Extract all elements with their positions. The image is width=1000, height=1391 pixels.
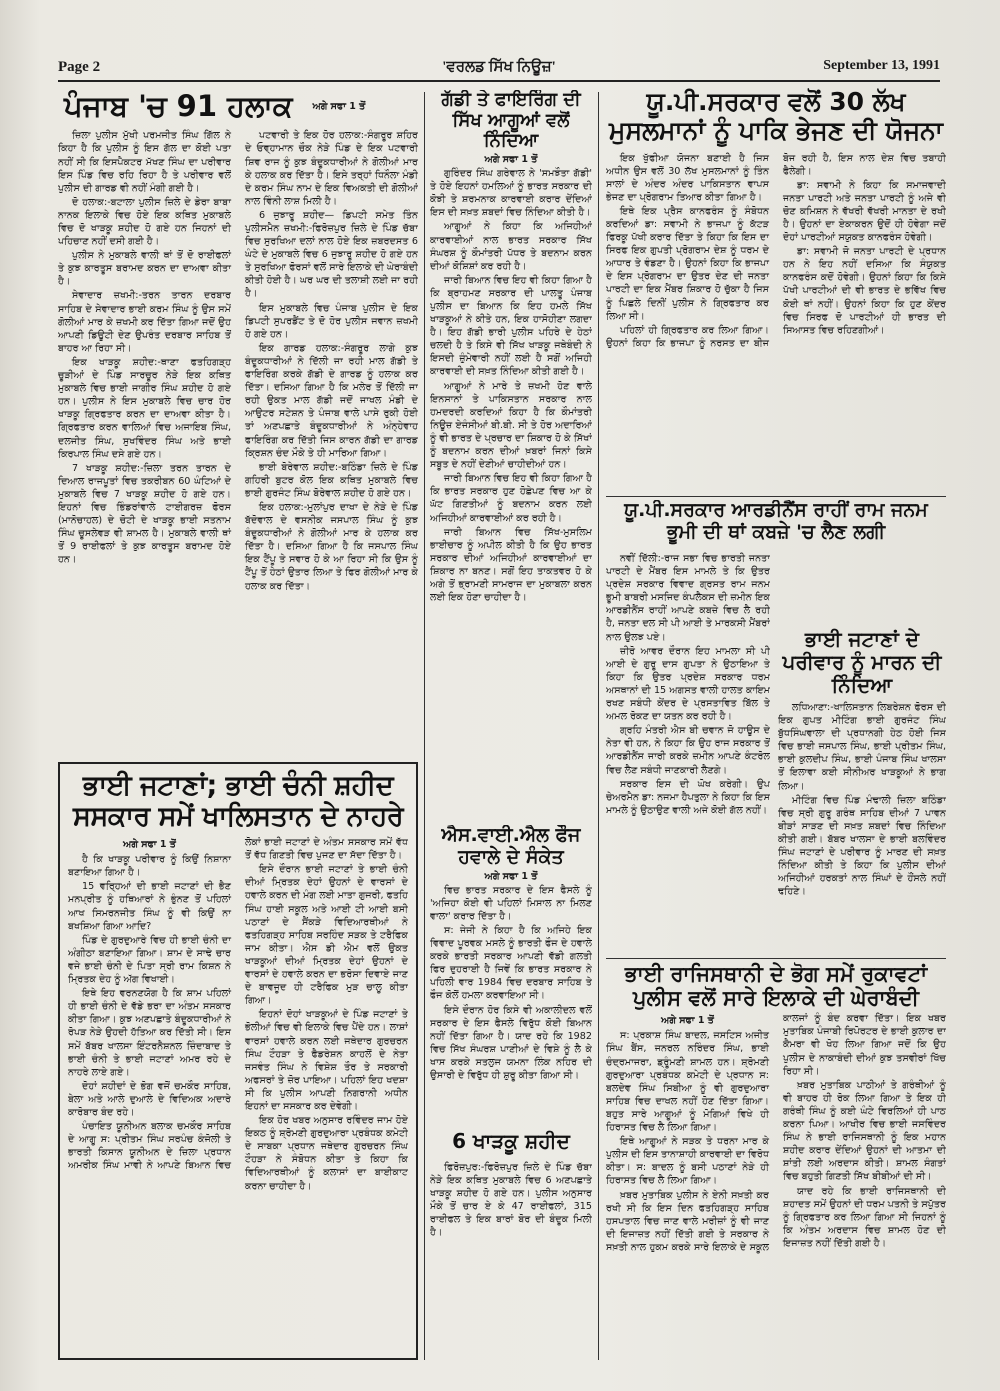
paragraph: ਲਧਿਆਣਾ:-ਖਾਲਿਸਤਾਨ ਲਿਬਰੇਸ਼ਨ ਫੋਰਸ ਦੀ ਇਕ ਗੁਪਤ ਮੀਟਿੰਗ ਭਾਈ ਗੁਰਜੰਟ ਸਿੰਘ ਬੁੱਧਸਿੰਘਵਾਲਾ ਦੀ ਪ੍ਰਧਾਨਗੀ ਹੇਠ ਹੋਈ ਜਿਸ ਵਿਚ ਭਾਈ ਜਸਪਾਲ ਸਿੰਘ, ਭਾਈ ਪ੍ਰੀਤਮ ਸਿੰਘ, ਭਾਈ ਕੁਲਦੀਪ ਸਿੰਘ, ਭਾਈ ਪੰਜਾਬ ਸਿੰਘ ਖਾਲਸਾ ਤੋਂ ਇਲਾਵਾ ਕਈ ਸੀਨੀਅਰ ਖਾੜਕੂਆਂ ਨੇ ਭਾਗ ਲਿਆ।: [778, 702, 946, 792]
paragraph: 7 ਖਾੜਕੂ ਸ਼ਹੀਦ:-ਜ਼ਿਲਾ ਤਰਨ ਤਾਰਨ ਦੇ ਦਿਆਲ ਰਾਜਪੂਤਾਂ ਵਿਚ ਤਕਰੀਬਨ 60 ਘੰਟਿਆਂ ਦੇ ਮੁਕਾਬਲੇ ਵਿਚ 7 ਖਾੜਕੂ ਸ਼ਹੀਦ ਹੋ ਗਏ ਹਨ। ਇਹਨਾਂ ਵਿਚ ਭਿੰਡਰਾਂਵਾਲੇ ਟਾਈਗਰਜ਼ ਫੋਰਸ (ਮਾਨੋਚਾਹਲ) ਦੇ ਚੋਟੀ ਦੇ ਖਾੜਕੂ ਭਾਈ ਸਤਨਾਮ ਸਿੰਘ ਚੂਸਲੇਵੜ ਵੀ ਸ਼ਾਮਲ ਹੈ। ਮੁਕਾਬਲੇ ਵਾਲੀ ਥਾਂ ਤੋਂ 9 ਰਾਈਫਲਾਂ ਤੇ ਕੁਝ ਕਾਰਤੂਸ ਬਰਾਮਦ ਹੋਏ ਹਨ।: [58, 462, 231, 566]
paragraph: ਇਸੇ ਦੌਰਾਨ ਭਾਈ ਜਟਾਣਾਂ ਤੇ ਭਾਈ ਚੰਨੀ ਦੀਆਂ ਮ੍ਰਿਤਕ ਦੇਹਾਂ ਉਹਨਾਂ ਦੇ ਵਾਰਸਾਂ ਦੇ ਹਵਾਲੇ ਕਰਨ ਦੀ ਮੰਗ ਲਈ ਮਾਤਾ ਗੁਜਰੀ, ਫਤਹਿ ਸਿੰਘ ਹਾਈ ਸਕੂਲ ਅਤੇ ਆਈ ਟੀ ਆਈ ਬਸੀ ਪਠਾਣਾਂ ਦੇ ਸੈਂਕੜੇ ਵਿਦਿਆਰਥੀਆਂ ਨੇ ਫਤਹਿਗੜ੍ਹ ਸਾਹਿਬ ਸਰਹਿੰਦ ਸੜਕ ਤੇ ਟਰੈਫਿਕ ਜਾਮ ਕੀਤਾ। ਐਸ ਡੀ ਐਮ ਵਲੋਂ ਉਕਤ ਖਾੜਕੂਆਂ ਦੀਆਂ ਮ੍ਰਿਤਕ ਦੇਹਾਂ ਉਹਨਾਂ ਦੇ ਵਾਰਸਾਂ ਦੇ ਹਵਾਲੇ ਕਰਨ ਦਾ ਭਰੋਸਾ ਦਿਵਾਏ ਜਾਣ ਦੇ ਬਾਵਜੂਦ ਹੀ ਟਰੈਫਿਕ ਮੁੜ ਚਾਲੂ ਕੀਤਾ ਗਿਆ।: [245, 864, 408, 1007]
paragraph: ਸ: ਪ੍ਰਕਾਸ਼ ਸਿੰਘ ਬਾਦਲ, ਜਸਟਿਸ ਅਜੀਤ ਸਿੰਘ ਬੈਂਸ, ਜਨਰਲ ਨਰਿੰਦਰ ਸਿੰਘ, ਭਾਈ ਚੰਦ੍ਰਮਾਜਰਾ, ਡ੍ਰੂੰਮਣੀ ਸ਼ਾਮਲ ਹਨ। ਸ਼੍ਰੋਮਣੀ ਗੁਰਦੁਆਰਾ ਪ੍ਰਬੰਧਕ ਕਮੇਟੀ ਦੇ ਪ੍ਰਧਾਨ ਸ: ਬਲਦੇਵ ਸਿੰਘ ਸਿਬੀਆ ਨੂੰ ਵੀ ਗੁਰਦੁਆਰਾ ਸਾਹਿਬ ਵਿਚ ਦਾਖਲ ਨਹੀਂ ਹੋਣ ਦਿੱਤਾ ਗਿਆ। ਬਹੁਤ ਸਾਰੇ ਆਗੂਆਂ ਨੂੰ ਮੋਗਿਆਂ ਵਿਖੇ ਹੀ ਹਿਰਾਸਤ ਵਿਚ ਲੈ ਲਿਆ ਗਿਆ।: [606, 1030, 769, 1134]
paragraph: ਦੋਹਾਂ ਸ਼ਹੀਦਾਂ ਦੇ ਭੋਗ ਵਜੋਂ ਚਮਕੌਰ ਸਾਹਿਬ, ਬੇਲਾ ਅਤੇ ਆਲੇ ਦੁਆਲੇ ਦੇ ਵਿਦਿਅਕ ਅਦਾਰੇ ਕਾਰੋਬਾਰ ਬੰਦ ਰਹੇ।: [68, 1080, 231, 1118]
article-body: [606, 152, 946, 482]
paragraph: ਇਹਨਾਂ ਦੋਹਾਂ ਖਾੜਕੂਆਂ ਦੇ ਪਿੰਡ ਜਟਾਣਾਂ ਤੇ ਭੋਲੀਆਂ ਵਿਚ ਵੀ ਇਲਾਕੇ ਵਿਚ ਪੈਂਦੇ ਹਨ। ਲਾਸ਼ਾਂ ਵਾਰਸਾਂ ਹਵਾਲੇ ਕਰਨ ਲਈ ਜਥੇਦਾਰ ਗੁਰਚਰਨ ਸਿੰਘ ਟੌਹੜਾ ਤੇ ਫੈਡਰੇਸ਼ਨ ਕਾਹਲੋਂ ਦੇ ਨੇਤਾ ਜਸਵੰਤ ਸਿੰਘ ਨੇ ਵਿਸ਼ੇਸ਼ ਤੌਰ ਤੇ ਸਰਕਾਰੀ ਅਫਸਰਾਂ ਤੇ ਜ਼ੋਰ ਪਾਇਆ। ਪਹਿਲਾਂ ਇਹ ਖਦਸ਼ਾ ਸੀ ਕਿ ਪੁਲੀਸ ਆਪਣੀ ਨਿਗਰਾਨੀ ਅਧੀਨ ਇਹਨਾਂ ਦਾ ਸਸਕਾਰ ਕਰ ਦੇਵੇਗੀ।: [245, 1009, 408, 1112]
paragraph: ਵਿਚ ਭਾਰਤ ਸਰਕਾਰ ਦੇ ਇਸ ਫੈਸਲੇ ਨੂੰ 'ਅਜਿਹਾ ਕੋਈ ਵੀ ਪਹਿਲਾਂ ਮਿਸਾਲ ਨਾ ਮਿਲਣ ਵਾਲਾ' ਕਰਾਰ ਦਿੱਤਾ ਹੈ।: [430, 884, 592, 922]
page-header: [58, 52, 940, 82]
headline: ਯੂ.ਪੀ.ਸਰਕਾਰ ਵਲੋਂ 30 ਲੱਖ ਮੁਸਲਮਾਨਾਂ ਨੂੰ ਪਾਕਿ ਭੇਜਣ ਦੀ ਯੋਜਨਾ: [609, 88, 943, 145]
continued-note: ਅਗੇ ਸਫਾ 1 ਤੋਂ: [484, 870, 538, 882]
paragraph: ਇਕ ਹਲਾਕ:-ਮੁਲਾਂਪੁਰ ਦਾਖਾ ਦੇ ਨੇੜੇ ਦੇ ਪਿੰਡ ਬੱਦੋਵਾਲ ਦੇ ਵਸਨੀਕ ਜਸਪਾਲ ਸਿੰਘ ਨੂੰ ਕੁਝ ਬੰਦੂਕਧਾਰੀਆਂ ਨੇ ਗੋਲੀਆਂ ਮਾਰ ਕੇ ਹਲਾਕ ਕਰ ਦਿੱਤਾ ਹੈ। ਦਸਿਆ ਗਿਆ ਹੈ ਕਿ ਜਸਪਾਲ ਸਿੰਘ ਇਕ ਟੈਂਪੂ ਤੇ ਸਵਾਰ ਹੋ ਕੇ ਆ ਰਿਹਾ ਸੀ ਕਿ ਉਸ ਨੂੰ ਟੈਂਪੂ ਤੋਂ ਹੇਠਾਂ ਉਤਾਰ ਲਿਆ ਤੇ ਫਿਰ ਗੋਲੀਆਂ ਮਾਰ ਕੇ ਹਲਾਕ ਕਰ ਦਿੱਤਾ।: [245, 501, 418, 592]
paragraph: ਫਿਰੋਜ਼ਪੁਰ:-ਫਿਰੋਜ਼ਪੁਰ ਜ਼ਿਲੇ ਦੇ ਪਿੰਡ ਚੱਬਾ ਨੇੜੇ ਇਕ ਕਥਿਤ ਮੁਕਾਬਲੇ ਵਿਚ 6 ਅਣਪਛਾਤੇ ਖਾੜਕੂ ਸ਼ਹੀਦ ਹੋ ਗਏ ਹਨ। ਪੁਲੀਸ ਅਨੁਸਾਰ ਮੌਕੇ ਤੋਂ ਚਾਰ ਏ ਕੇ 47 ਰਾਈਫਲਾਂ, 315 ਰਾਈਫਲ ਤੇ ਇਕ ਬਾਰਾਂ ਬੋਰ ਦੀ ਬੰਦੂਕ ਮਿਲੀ ਹੈ।: [430, 1162, 592, 1239]
article-syl-army: [430, 825, 592, 1125]
article-body: [778, 701, 946, 941]
paragraph: ਜਾਰੀ ਬਿਆਨ ਵਿਚ ਸਿੱਖ-ਮੁਸਲਿਮ ਭਾਈਚਾਰ ਨੂੰ ਅਪੀਲ ਕੀਤੀ ਹੈ ਕਿ ਉਹ ਭਾਰਤ ਸਰਕਾਰ ਦੀਆਂ ਅਜਿਹੀਆਂ ਕਾਰਵਾਈਆਂ ਦਾ ਸ਼ਿਕਾਰ ਨਾ ਬਨਣ। ਸਗੋਂ ਇਹ ਤਾਕਤਵਰ ਹੋ ਕੇ ਅਗੇ ਤੋਂ ਭ੍ਰਾਮਣੀ ਸਾਮਰਾਜ ਦਾ ਮੁਕਾਬਲਾ ਕਰਨ ਲਈ ਇਕ ਹੋਣਾ ਚਾਹੀਦਾ ਹੈ।: [430, 526, 592, 604]
headline: ਐਸ.ਵਾਈ.ਐਲ ਫੌਜ ਹਵਾਲੇ ਦੇ ਸੰਕੇਤ: [441, 825, 581, 868]
article-train-firing-condemned: [430, 90, 592, 818]
paragraph: ਜ਼ਿਲਾ ਪੁਲੀਸ ਮੁੱਖੀ ਪਰਮਜੀਤ ਸਿੰਘ ਗਿੱਲ ਨੇ ਕਿਹਾ ਹੈ ਕਿ ਪੁਲੀਸ ਨੂੰ ਇਸ ਗੱਲ ਦਾ ਕੋਈ ਪਤਾ ਨਹੀਂ ਸੀ ਕਿ ਇਸਪੈਕਟਰ ਮੱਖਣ ਸਿੰਘ ਦਾ ਪਰੀਵਾਰ ਇਸ ਪਿੰਡ ਵਿਚ ਰਹਿ ਰਿਹਾ ਹੈ ਤੇ ਪਰੀਵਾਰ ਵਲੋਂ ਪੁਲੀਸ ਦੀ ਗਾਰਡ ਵੀ ਨਹੀਂ ਮੰਗੀ ਗਈ ਹੈ।: [58, 130, 231, 194]
article-ram-janambhoomi-body: [606, 552, 770, 952]
headline: ਯੂ.ਪੀ.ਸਰਕਾਰ ਆਰਡੀਨੈਂਸ ਰਾਹੀਂ ਰਾਮ ਜਨਮ ਭੂਮੀ ਦੀ ਥਾਂ ਕਬਜ਼ੇ 'ਚ ਲੈਣ ਲਗੀ: [624, 500, 928, 543]
divider: [606, 496, 946, 497]
divider: [606, 958, 946, 959]
article-ram-janambhoomi-headline: [606, 500, 946, 546]
paragraph: ਇਥੇ ਇਹ ਵਰਨਣਯੋਗ ਹੈ ਕਿ ਸ਼ਾਮ ਪਹਿਲਾਂ ਹੀ ਭਾਈ ਚੰਨੀ ਦੇ ਵੱਡੇ ਭਰਾ ਦਾ ਅੰਤਮ ਸਸਕਾਰ ਕੀਤਾ ਗਿਆ। ਕੁਝ ਅਣਪਛਾਤੇ ਬੰਦੂਕਧਾਰੀਆਂ ਨੇ ਰੋਪੜ ਨੇੜੇ ਉਹਦੀ ਹੱਤਿਆ ਕਰ ਦਿੱਤੀ ਸੀ। ਇਸ ਸਮੇਂ ਬੱਬਰ ਖਾਲਸਾ ਇੰਟਰਨੈਸ਼ਨਲ ਜ਼ਿੰਦਾਬਾਦ ਤੇ ਭਾਈ ਚੰਨੀ ਤੇ ਭਾਈ ਜਟਾਣਾਂ ਅਮਰ ਰਹੇ ਦੇ ਨਾਹਰੇ ਲਾਏ ਗਏ।: [68, 988, 231, 1078]
article-body: [58, 129, 418, 747]
headline: ਭਾਈ ਜਟਾਣਾਂ; ਭਾਈ ਚੰਨੀ ਸ਼ਹੀਦ ਸਸਕਾਰ ਸਮੇਂ ਖਾਲਿਸਤਾਨ ਦੇ ਨਾਹਰੇ: [72, 770, 404, 833]
column-divider: [424, 92, 425, 1360]
article-body: [68, 836, 408, 1336]
paragraph: ਪੁਲੀਸ ਨੇ ਮੁਕਾਬਲੇ ਵਾਲੀ ਥਾਂ ਤੋਂ ਦੋ ਰਾਈਫਲਾਂ ਤੇ ਕੁਝ ਕਾਰਤੂਸ ਬਰਾਮਦ ਕਰਨ ਦਾ ਦਾਅਵਾ ਕੀਤਾ ਹੈ।: [58, 250, 231, 288]
paragraph: ਸੇਵਾਦਾਰ ਜ਼ਖਮੀ:-ਤਰਨ ਤਾਰਨ ਦਰਬਾਰ ਸਾਹਿਬ ਦੇ ਸੇਵਾਦਾਰ ਭਾਈ ਕਰਮ ਸਿੰਘ ਨੂੰ ਉਸ ਸਮੇਂ ਗੋਲੀਆਂ ਮਾਰ ਕੇ ਜ਼ਖਮੀ ਕਰ ਦਿੱਤਾ ਗਿਆ ਜਦੋਂ ਉਹ ਆਪਣੀ ਡਿਊਟੀ ਦੇਣ ਉਪਰੰਤ ਦਰਬਾਰ ਸਾਹਿਬ ਤੋਂ ਬਾਹਰ ਆ ਰਿਹਾ ਸੀ।: [58, 290, 231, 354]
paragraph: ਇਕ ਖਾੜਕੂ ਸ਼ਹੀਦ:-ਥਾਣਾ ਫਤਹਿਗੜ੍ਹ ਚੂੜੀਆਂ ਦੇ ਪਿੰਡ ਸਾਰਚੂਰ ਨੇੜੇ ਇਕ ਕਥਿਤ ਮੁਕਾਬਲੇ ਵਿਚ ਭਾਈ ਜਾਗੀਰ ਸਿੰਘ ਸ਼ਹੀਦ ਹੋ ਗਏ ਹਨ। ਪੁਲੀਸ ਨੇ ਇਸ ਮੁਕਾਬਲੇ ਵਿਚ ਚਾਰ ਹੋਰ ਖਾੜਕੂ ਗ੍ਰਿਫਤਾਰ ਕਰਨ ਦਾ ਦਾਅਵਾ ਕੀਤਾ ਹੈ। ਗ੍ਰਿਫਤਾਰ ਕਰਨ ਵਾਲਿਆਂ ਵਿਚ ਅਜਾਇਬ ਸਿੰਘ, ਦਲਜੀਤ ਸਿੰਘ, ਸੁਖਵਿੰਦਰ ਸਿੰਘ ਅਤੇ ਭਾਈ ਕਿਰਪਾਲ ਸਿੰਘ ਦਸੇ ਗਏ ਹਨ।: [58, 356, 231, 460]
headline: 6 ਖਾੜਕੂ ਸ਼ਹੀਦ: [452, 1130, 570, 1153]
headline: ਭਾਈ ਰਾਜਿਸਥਾਨੀ ਦੇ ਭੋਗ ਸਮੇਂ ਰੁਕਾਵਟਾਂ ਪੁਲੀਸ ਵਲੋਂ ਸਾਰੇ ਇਲਾਕੇ ਦੀ ਘੇਰਾਬੰਦੀ: [624, 962, 928, 1011]
continued-note: ਅਗੇ ਸਫਾ 1 ਤੋਂ: [312, 101, 366, 113]
paragraph: ਮੀਟਿੰਗ ਵਿਚ ਪਿੰਡ ਮੰਢਾਲੀ ਜ਼ਿਲਾ ਬਠਿੰਡਾ ਵਿਚ ਸ੍ਰੀ ਗੁਰੂ ਗਰੰਥ ਸਾਹਿਬ ਦੀਆਂ 7 ਪਾਵਨ ਬੀੜਾਂ ਸਾੜਣ ਦੀ ਸਖ਼ਤ ਸ਼ਬਦਾਂ ਵਿਚ ਨਿੰਦਿਆ ਕੀਤੀ ਗਈ। ਬੱਬਰ ਖਾਲਸਾ ਦੇ ਭਾਈ ਬਲਵਿੰਦਰ ਸਿੰਘ ਜਟਾਣਾਂ ਦੇ ਪਰੀਵਾਰ ਨੂੰ ਮਾਰਣ ਦੀ ਸਖ਼ਤ ਨਿੰਦਿਆ ਕੀਤੀ ਤੇ ਕਿਹਾ ਕਿ ਪੁਲੀਸ ਦੀਆਂ ਅਜਿਹੀਆਂ ਹਰਕਤਾਂ ਨਾਲ ਸਿੰਘਾਂ ਦੇ ਹੌਂਸਲੇ ਨਹੀਂ ਢਹਿਣੇ।: [778, 794, 946, 898]
paragraph: ਖ਼ਬਰ ਮੁਤਾਬਿਕ ਪੁਲੀਸ ਨੇ ਏਨੀ ਸਖ਼ਤੀ ਕਰ ਰਖੀ ਸੀ ਕਿ ਇਸ ਦਿਨ ਫਤਹਿਗੜ੍ਹ ਸਾਹਿਬ ਹਸਪਤਾਲ ਵਿਚ ਜਾਣ ਵਾਲੇ ਮਰੀਜ਼ਾਂ ਨੂੰ ਵੀ ਜਾਣ ਦੀ ਇਜਾਜ਼ਤ ਨਹੀਂ ਦਿੱਤੀ ਗਈ ਤੇ ਸਰਕਾਰ ਨੇ ਸਖ਼ਤੀ ਨਾਲ ਹੁਕਮ ਕਰਕੇ ਸਾਰੇ ਇਲਾਕੇ ਦੇ ਸਕੂਲ ਕਾਲਜਾਂ ਨੂੰ ਬੰਦ ਕਰਵਾ ਦਿੱਤਾ। ਇਕ ਖਬਰ ਮੁਤਾਬਿਕ ਪੰਜਾਬੀ ਰਿਪੋਰਟਰ ਦੇ ਭਾਈ ਕੁਲਾਰ ਦਾ ਕੈਮਰਾ ਵੀ ਖੋਹ ਲਿਆ ਗਿਆ ਜਦੋਂ ਕਿ ਉਹ ਪੁਲੀਸ ਦੇ ਨਾਕਾਬੰਦੀ ਦੀਆਂ ਕੁਝ ਤਸਵੀਰਾਂ ਖਿੱਚ ਰਿਹਾ ਸੀ।: [606, 1013, 946, 1253]
paragraph: ਆਗੂਆਂ ਨੇ ਕਿਹਾ ਕਿ ਅਜਿਹੀਆਂ ਕਾਰਵਾਈਆਂ ਨਾਲ ਭਾਰਤ ਸਰਕਾਰ ਸਿੱਖ ਸੰਘਰਸ਼ ਨੂੰ ਕੌਮਾਂਤਰੀ ਪੱਧਰ ਤੇ ਬਦਨਾਮ ਕਰਨ ਦੀਆਂ ਕੋਸ਼ਿਸ਼ਾਂ ਕਰ ਰਹੀ ਹੈ।: [430, 221, 592, 272]
article-jatana-channi-box: [58, 762, 418, 1360]
paragraph: ਇਕ ਗਾਰਡ ਹਲਾਕ:-ਸੰਗਰੂਰ ਲਾਗੇ ਕੁਝ ਬੰਦੂਕਧਾਰੀਆਂ ਨੇ ਦਿੱਲੀ ਜਾ ਰਹੀ ਮਾਲ ਗੱਡੀ ਤੇ ਫਾਇਰਿੰਗ ਕਰਕੇ ਗੱਡੀ ਦੇ ਗਾਰਡ ਨੂੰ ਹਲਾਕ ਕਰ ਦਿੱਤਾ। ਦਸਿਆ ਗਿਆ ਹੈ ਕਿ ਮਲੇਰ ਤੋਂ ਦਿੱਲੀ ਜਾ ਰਹੀ ਉਕਤ ਮਾਲ ਗੱਡੀ ਜਦੋਂ ਜਾਖਲ ਮੰਡੀ ਦੇ ਆਉਟਰ ਸਟੇਸ਼ਨ ਤੇ ਪੰਜਾਬ ਵਾਲੇ ਪਾਸੇ ਰੁਕੀ ਹੋਈ ਤਾਂ ਅਣਪਛਾਤੇ ਬੰਦੂਕਧਾਰੀਆਂ ਨੇ ਅੰਨ੍ਹੇਵਾਹ ਫਾਇਰਿੰਗ ਕਰ ਦਿੱਤੀ ਜਿਸ ਕਾਰਨ ਗੱਡੀ ਦਾ ਗਾਰਡ ਕ੍ਰਿਸ਼ਨ ਚੰਦ ਮੌਕੇ ਤੇ ਹੀ ਮਾਰਿਆ ਗਿਆ।: [245, 342, 418, 459]
paragraph: ਖ਼ਬਰ ਮੁਤਾਬਿਕ ਪਾਠੀਆਂ ਤੇ ਗਰੰਥੀਆਂ ਨੂੰ ਵੀ ਬਾਹਰ ਹੀ ਰੋਕ ਲਿਆ ਗਿਆ ਤੇ ਇਕ ਹੀ ਗਰੰਥੀ ਸਿੰਘ ਨੂੰ ਕਈ ਘੰਟੇ ਵਿਰਲਿਆਂ ਹੀ ਪਾਠ ਕਰਨਾ ਪਿਆ। ਆਖੀਰ ਵਿਚ ਭਾਈ ਜਸਵਿੰਦਰ ਸਿੰਘ ਨੇ ਭਾਈ ਰਾਜਿਸਥਾਨੀ ਨੂੰ ਇਕ ਮਹਾਨ ਸ਼ਹੀਦ ਕਰਾਰ ਦੇਂਦਿਆਂ ਉਹਨਾਂ ਦੀ ਆਤਮਾ ਦੀ ਸ਼ਾਂਤੀ ਲਈ ਅਰਦਾਸ ਕੀਤੀ। ਸ਼ਾਮਲ ਸੰਗਤਾਂ ਵਿਚ ਬਹੁਤੀ ਗਿਣਤੀ ਸਿੱਖ ਬੀਬੀਆਂ ਦੀ ਸੀ।: [783, 1079, 946, 1183]
paragraph: ਜਾਰੀ ਬਿਆਨ ਵਿਚ ਇਹ ਵੀ ਕਿਹਾ ਗਿਆ ਹੈ ਕਿ ਬ੍ਰਾਹਮਣ ਸਰਕਾਰ ਦੀ ਪਾਲਤੂ ਪੰਜਾਬ ਪੁਲੀਸ ਦਾ ਬਿਆਨ ਕਿ ਇਹ ਹਮਲੇ ਸਿੱਖ ਖਾੜਕੂਆਂ ਨੇ ਕੀਤੇ ਹਨ, ਇਕ ਹਾਸੋਹੀਣਾ ਲਗਦਾ ਹੈ। ਇਹ ਗੱਡੀ ਭਾਰੀ ਪੁਲੀਸ ਪਹਿਰੇ ਦੇ ਹੇਠਾਂ ਚਲਦੀ ਹੈ ਤੇ ਕਿਸੇ ਵੀ ਸਿੱਖ ਖਾੜਕੂ ਜਥੇਬੰਦੀ ਨੇ ਇਸਦੀ ਜ਼ੁੰਮੇਵਾਰੀ ਨਹੀਂ ਲਈ ਹੈ ਸਗੋਂ ਅਜਿਹੀ ਕਾਰਵਾਈ ਦੀ ਸਖ਼ਤ ਨਿੰਦਿਆ ਕੀਤੀ ਗਈ ਹੈ।: [430, 274, 592, 378]
paragraph: ਪੰਚਾਇਤ ਯੂਨੀਅਨ ਬਲਾਕ ਚਮਕੌਰ ਸਾਹਿਬ ਦੇ ਆਗੂ ਸ: ਪ੍ਰੀਤਮ ਸਿੰਘ ਸਰਪੰਚ ਕੰਜੋਲੀ ਤੇ ਭਾਰਤੀ ਕਿਸਾਨ ਯੂਨੀਅਨ ਦੇ ਜ਼ਿਲਾ ਪ੍ਰਧਾਨ ਅਮਰੀਕ ਸਿੰਘ ਮਾਵੀ ਨੇ ਆਪਣੇ ਬਿਆਨ ਵਿਚ ਲੋਕਾਂ ਭਾਈ ਜਟਾਣਾਂ ਦੇ ਅੰਤਮ ਸਸਕਾਰ ਸਮੇਂ ਵੱਧ ਤੋਂ ਵੱਧ ਗਿਣਤੀ ਵਿਚ ਪੁਜਣ ਦਾ ਸੱਦਾ ਦਿੱਤਾ ਹੈ।: [68, 837, 408, 1172]
paragraph: 15 ਵਰ੍ਹਿਆਂ ਦੀ ਭਾਈ ਜਟਾਣਾਂ ਦੀ ਭੈਣ ਮਨਪ੍ਰੀਤ ਨੂੰ ਹਥਿਆਰਾਂ ਨੇ ਭੁੰਨਣ ਤੋਂ ਪਹਿਲਾਂ ਆਖ ਸਿਮਰਨਜੀਤ ਸਿੰਘ ਨੂੰ ਵੀ ਕਿਉਂ ਨਾ ਬਖਸ਼ਿਆ ਗਿਆ ਆਦਿ?: [68, 881, 231, 932]
headline: ਪੰਜਾਬ 'ਚ 91 ਹਲਾਕ: [64, 90, 293, 123]
issue-date: September 13, 1991: [823, 58, 940, 73]
paragraph: ਡਾ: ਸਵਾਮੀ ਜੋ ਜਨਤਾ ਪਾਰਟੀ ਦੇ ਪ੍ਰਧਾਨ ਹਨ ਨੇ ਇਹ ਨਹੀਂ ਦਸਿਆ ਕਿ ਸੰਯੁਕਤ ਕਾਨਫਰੰਸ ਕਦੋਂ ਹੋਵੇਗੀ। ਉਹਨਾਂ ਕਿਹਾ ਕਿ ਕਿਸੇ ਪੱਖੀ ਪਾਰਟੀਆਂ ਦੀ ਵੀ ਭਾਰਤ ਦੇ ਭਵਿੱਖ ਵਿਚ ਕੋਈ ਥਾਂ ਨਹੀਂ। ਉਹਨਾਂ ਕਿਹਾ ਕਿ ਹੁਣ ਕੇਂਦਰ ਵਿਚ ਸਿਰਫ ਦੋ ਪਾਰਟੀਆਂ ਹੀ ਭਾਰਤ ਦੀ ਸਿਆਸਤ ਵਿਚ ਰਹਿਣਗੀਆਂ।: [783, 246, 946, 336]
paragraph: ਨਵੀਂ ਦਿੱਲੀ:-ਰਾਜ ਸਭਾ ਵਿਚ ਭਾਰਤੀ ਜਨਤਾ ਪਾਰਟੀ ਦੇ ਮੈਂਬਰ ਇਸ ਮਾਮਲੇ ਤੇ ਕਿ ਉਤਰ ਪ੍ਰਦੇਸ਼ ਸਰਕਾਰ ਵਿਵਾਦ ਗ੍ਰਸਤ ਰਾਮ ਜਨਮ ਭੂਮੀ ਬਾਬਰੀ ਮਸਜਿਦ ਕੰਪਲੈਕਸ ਦੀ ਜ਼ਮੀਨ ਇਕ ਆਰਡੀਨੈਂਸ ਰਾਹੀਂ ਆਪਣੇ ਕਬਜ਼ੇ ਵਿਚ ਲੈ ਰਹੀ ਹੈ, ਜਨਤਾ ਦਲ ਸੀ ਪੀ ਆਈ ਤੇ ਮਾਰਕਸੀ ਮੈਂਬਰਾਂ ਨਾਲ ਉਲਝ ਪਏ।: [606, 553, 770, 643]
page-number: Page 2: [58, 59, 101, 75]
paragraph: ਭਾਈ ਬੋਰੇਵਾਲ ਸ਼ਹੀਦ:-ਬਠਿੰਡਾ ਜ਼ਿਲੇ ਦੇ ਪਿੰਡ ਗਹਿਰੀ ਬੁਟਰ ਕੋਲ ਇਕ ਕਥਿਤ ਮੁਕਾਬਲੇ ਵਿਚ ਭਾਈ ਗੁਰਜੰਟ ਸਿੰਘ ਬੋਰੇਵਾਲ ਸ਼ਹੀਦ ਹੋ ਗਏ ਹਨ।: [245, 461, 418, 499]
article-up-govt-plan: [606, 88, 946, 496]
paragraph: ਇਕ ਖੁੱਫੀਆ ਯੋਜਨਾ ਬਣਾਈ ਹੈ ਜਿਸ ਅਧੀਨ ਉਸ ਵਲੋਂ 30 ਲੱਖ ਮੁਸਲਮਾਨਾਂ ਨੂੰ ਤਿੰਨ ਸਾਲਾਂ ਦੇ ਅੰਦਰ ਅੰਦਰ ਪਾਕਿਸਤਾਨ ਵਾਪਸ ਭੇਜਣ ਦਾ ਪ੍ਰੋਗਰਾਮ ਤਿਆਰ ਕੀਤਾ ਗਿਆ ਹੈ।: [606, 152, 769, 203]
paragraph: ਪਿੰਡ ਦੇ ਗੁਰਦੁਆਰੇ ਵਿਚ ਹੀ ਭਾਈ ਚੰਨੀ ਦਾ ਅੰਗੀਠਾ ਬਣਾਇਆ ਗਿਆ। ਸ਼ਾਮ ਦੇ ਸਾਢੇ ਚਾਰ ਵਜੇ ਭਾਈ ਚੰਨੀ ਦੇ ਪਿਤਾ ਸ੍ਰੀ ਰਾਮ ਕਿਸ਼ਨ ਨੇ ਮ੍ਰਿਤਕ ਦੇਹ ਨੂੰ ਅੱਗ ਵਿਖਾਈ।: [68, 934, 231, 986]
paragraph: ਇਕ ਹੋਰ ਖਬਰ ਅਨੁਸਾਰ ਰਵਿੰਦਰ ਜਾਮ ਹੋਏ ਇਕਠ ਨੂੰ ਸ਼੍ਰੋਮਣੀ ਗੁਰਦੁਆਰਾ ਪ੍ਰਬੰਧਕ ਕਮੇਟੀ ਦੇ ਸਾਬਕਾ ਪ੍ਰਧਾਨ ਜਥੇਦਾਰ ਗੁਰਚਰਨ ਸਿੰਘ ਟੌਹੜਾ ਨੇ ਸੰਬੋਧਨ ਕੀਤਾ ਤੇ ਕਿਹਾ ਕਿ ਵਿਦਿਆਰਥੀਆਂ ਨੂੰ ਕਲਾਸਾਂ ਦਾ ਬਾਈਕਾਟ ਕਰਨਾ ਚਾਹੀਦਾ ਹੈ।: [245, 1115, 408, 1192]
paragraph: ਸਰਕਾਰ ਇਸ ਦੀ ਘੋਖ ਕਰੇਗੀ। ਉਪ ਚੇਅਰਮੈਨ ਡਾ: ਨਜਮਾ ਹੈਪਤੁਲਾ ਨੇ ਕਿਹਾ ਕਿ ਇਸ ਮਾਮਲੇ ਨੂੰ ਉਠਾਉਣ ਵਾਲੀ ਅਜੇ ਕੋਈ ਗੱਲ ਨਹੀਂ।: [606, 778, 770, 816]
article-punjab-91-killed: [58, 90, 418, 758]
paragraph: ਗ੍ਰਹਿ ਮੰਤਰੀ ਐਸ ਬੀ ਚਵਾਨ ਜੋ ਹਾਊਸ ਦੇ ਨੇਤਾ ਵੀ ਹਨ, ਨੇ ਕਿਹਾ ਕਿ ਉਹ ਰਾਜ ਸਰਕਾਰ ਤੋਂ ਆਰਡੀਨੈਂਸ ਜਾਰੀ ਕਰਕੇ ਜ਼ਮੀਨ ਆਪਣੇ ਕੰਟਰੋਲ ਵਿਚ ਲੈਣ ਸਬੰਧੀ ਜਾਣਕਾਰੀ ਲੈਣਗੇ।: [606, 725, 770, 776]
paragraph: 6 ਜੁਝਾਰੂ ਸ਼ਹੀਦ— ਡਿਪਟੀ ਸਮੇਤ ਤਿੰਨ ਪੁਲੀਸਮੈਨ ਜ਼ਖਮੀ:-ਫਿਰੋਜ਼ਪੁਰ ਜ਼ਿਲੇ ਦੇ ਪਿੰਡ ਚੱਬਾ ਵਿਚ ਸੁਰਖਿਆ ਦਲਾਂ ਨਾਲ ਹੋਏ ਇਕ ਜ਼ਬਰਦਸਤ 6 ਘੰਟੇ ਦੇ ਮੁਕਾਬਲੇ ਵਿਚ 6 ਜੁਝਾਰੂ ਸ਼ਹੀਦ ਹੋ ਗਏ ਹਨ ਤੇ ਸੁਰਖਿਆ ਫੋਰਸਾਂ ਵਲੋਂ ਸਾਰੇ ਇਲਾਕੇ ਦੀ ਘੇਰਾਬੰਦੀ ਕੀਤੀ ਹੋਈ ਹੈ। ਘਰ ਘਰ ਦੀ ਤਲਾਸ਼ੀ ਲਈ ਜਾ ਰਹੀ ਹੈ।: [245, 209, 418, 300]
article-6-militants: [430, 1130, 592, 1362]
article-rajisthani-bhog: [606, 962, 946, 1362]
paragraph: ਇਸ ਮੁਕਾਬਲੇ ਵਿਚ ਪੰਜਾਬ ਪੁਲੀਸ ਦੇ ਇਕ ਡਿਪਟੀ ਸੁਪਰਡੈਂਟ ਤੇ ਦੋ ਹੋਰ ਪੁਲੀਸ ਜਵਾਨ ਜ਼ਖਮੀ ਹੋ ਗਏ ਹਨ।: [245, 302, 418, 340]
article-jatana-family-condemned: [778, 552, 946, 952]
newspaper-title: 'ਵਰਲਡ ਸਿੱਖ ਨਿਊਜ਼': [442, 59, 556, 75]
article-body: [606, 1012, 946, 1342]
paragraph: ਇਥੇ ਇਕ ਪ੍ਰੈਸ ਕਾਨਫਰੰਸ ਨੂੰ ਸੰਬੋਧਨ ਕਰਦਿਆਂ ਡਾ: ਸਵਾਮੀ ਨੇ ਭਾਜਪਾ ਨੂੰ ਕੱਟੜ ਫਿਰਕੂ ਪੱਖੀ ਕਰਾਰ ਦਿੱਤਾ ਤੇ ਕਿਹਾ ਕਿ ਇਸ ਦਾ ਸਿਰਫ ਇਕ ਗੁਪਤੀ ਪ੍ਰੋਗਰਾਮ ਦੇਸ਼ ਨੂੰ ਧਰਮ ਦੇ ਆਧਾਰ ਤੇ ਵੰਡਣਾ ਹੈ। ਉਹਨਾਂ ਕਿਹਾ ਕਿ ਭਾਜਪਾ ਦੇ ਇਸ ਪ੍ਰੋਗਰਾਮ ਦਾ ਉਤਰ ਦੇਣ ਦੀ ਜਨਤਾ ਪਾਰਟੀ ਦਾ ਇਕ ਮੈਂਬਰ ਸ਼ਿਕਾਰ ਹੋ ਚੁੱਕਾ ਹੈ ਜਿਸ ਨੂੰ ਪਿਛਲੇ ਦਿਨੀਂ ਪੁਲੀਸ ਨੇ ਗ੍ਰਿਫਤਾਰ ਕਰ ਲਿਆ ਸੀ।: [606, 205, 769, 322]
article-body: [430, 1161, 592, 1351]
continued-note: ਅਗੇ ਸਫਾ 1 ਤੋਂ: [484, 154, 538, 166]
continued-note: ਅਗੇ ਸਫਾ 1 ਤੋਂ: [123, 839, 176, 851]
paragraph: ਯਾਦ ਰਹੇ ਕਿ ਭਾਈ ਰਾਜਿਸਥਾਨੀ ਦੀ ਸ਼ਹਾਦਤ ਸਮੇਂ ਉਹਨਾਂ ਦੀ ਧਰਮ ਪਤਨੀ ਤੇ ਸਪੁੱਤਰ ਨੂੰ ਗ੍ਰਿਫਤਾਰ ਕਰ ਲਿਆ ਗਿਆ ਸੀ ਜਿਹਨਾਂ ਨੂੰ ਕਿ ਅੰਤਮ ਅਰਦਾਸ ਵਿਚ ਸ਼ਾਮਲ ਹੋਣ ਦੀ ਇਜਾਜ਼ਤ ਨਹੀਂ ਦਿੱਤੀ ਗਈ ਹੈ।: [783, 1185, 946, 1249]
paragraph: ਹੈ ਕਿ ਖਾੜਕੂ ਪਰੀਵਾਰ ਨੂੰ ਕਿਉਂ ਨਿਸ਼ਾਨਾ ਬਣਾਇਆ ਗਿਆ ਹੈ।: [68, 854, 231, 879]
paragraph: ਇਥੇ ਆਗੂਆਂ ਨੇ ਸੜਕ ਤੇ ਧਰਨਾ ਮਾਰ ਕੇ ਪੁਲੀਸ ਦੀ ਇਸ ਤਾਨਾਸ਼ਾਹੀ ਕਾਰਵਾਈ ਦਾ ਵਿਰੋਧ ਕੀਤਾ। ਸ: ਬਾਦਲ ਨੂੰ ਬਸੀ ਪਠਾਣਾਂ ਨੇੜੇ ਹੀ ਹਿਰਾਸਤ ਵਿਚ ਲੈ ਲਿਆ ਗਿਆ।: [606, 1136, 769, 1187]
column-divider: [598, 92, 599, 1360]
paragraph: ਇਸੇ ਦੌਰਾਨ ਹੋਰ ਕਿਸੇ ਵੀ ਅਕਾਲੀਦਲ ਵਲੋਂ ਸਰਕਾਰ ਦੇ ਇਸ ਫੈਸਲੇ ਵਿਰੁੱਧ ਕੋਈ ਬਿਆਨ ਨਹੀਂ ਦਿੱਤਾ ਗਿਆ ਹੈ। ਯਾਦ ਰਹੇ ਕਿ 1982 ਵਿਚ ਸਿੱਖ ਸੰਘਰਸ਼ ਪਾਣੀਆਂ ਦੇ ਵਿਸ਼ੇ ਨੂੰ ਲੈ ਕੇ ਖਾਸ ਕਰਕੇ ਸਤਲੁਜ ਯਮਨਾ ਲਿੰਕ ਨਹਿਰ ਦੀ ਉਸਾਰੀ ਦੇ ਵਿਰੁੱਧ ਹੀ ਸ਼ੁਰੂ ਕੀਤਾ ਗਿਆ ਸੀ।: [430, 1004, 592, 1081]
headline: ਭਾਈ ਜਟਾਣਾਂ ਦੇ ਪਰੀਵਾਰ ਨੂੰ ਮਾਰਨ ਦੀ ਨਿੰਦਿਆ: [782, 627, 942, 697]
paragraph: ਦੋ ਹਲਾਕ:-ਬਟਾਲਾ ਪੁਲੀਸ ਜ਼ਿਲੇ ਦੇ ਡੇਰਾ ਬਾਬਾ ਨਾਨਕ ਇਲਾਕੇ ਵਿਚ ਹੋਏ ਇਕ ਕਥਿਤ ਮੁਕਾਬਲੇ ਵਿਚ ਦੋ ਖਾੜਕੂ ਸ਼ਹੀਦ ਹੋ ਗਏ ਹਨ ਜਿਹਨਾਂ ਦੀ ਪਹਿਚਾਣ ਨਹੀਂ ਦਸੀ ਗਈ ਹੈ।: [58, 196, 231, 248]
paragraph: ਜਾਰੀ ਬਿਆਨ ਵਿਚ ਇਹ ਵੀ ਕਿਹਾ ਗਿਆ ਹੈ ਕਿ ਭਾਰਤ ਸਰਕਾਰ ਹੁਣ ਹੋਛੇਪਣ ਵਿਚ ਆ ਕੇ ਘੱਟ ਗਿਣਤੀਆਂ ਨੂੰ ਬਦਨਾਮ ਕਰਨ ਲਈ ਅਜਿਹੀਆਂ ਕਾਰਵਾਈਆਂ ਕਰ ਰਹੀ ਹੈ।: [430, 473, 592, 524]
paragraph: ਗੁਰਿੰਦਰ ਸਿੰਘ ਗਰੇਵਾਲ ਨੇ 'ਸਮਝੌਤਾ ਗੱਡੀ' ਤੇ ਹੋਏ ਇਹਨਾਂ ਹਮਲਿਆਂ ਨੂੰ ਭਾਰਤ ਸਰਕਾਰ ਦੀ ਕੋਝੀ ਤੇ ਸ਼ਰਮਨਾਕ ਕਾਰਵਾਈ ਕਰਾਰ ਦੇਂਦਿਆਂ ਇਸ ਦੀ ਸਖ਼ਤ ਸ਼ਬਦਾਂ ਵਿਚ ਨਿੰਦਿਆ ਕੀਤੀ ਹੈ।: [430, 168, 592, 219]
paragraph: ਡਾ: ਸਵਾਮੀ ਨੇ ਕਿਹਾ ਕਿ ਸਮਾਜਵਾਦੀ ਜਨਤਾ ਪਾਰਟੀ ਅਤੇ ਜਨਤਾ ਪਾਰਟੀ ਨੂੰ ਅਜੇ ਵੀ ਚੋਣ ਕਮਿਸ਼ਨ ਨੇ ਵੱਖਰੀ ਵੱਖਰੀ ਮਾਨਤਾ ਦੇ ਰਖੀ ਹੈ। ਉਹਨਾਂ ਦਾ ਏਕਾਕਰਨ ਉਦੋਂ ਹੀ ਹੋਵੇਗਾ ਜਦੋਂ ਦੋਹਾਂ ਪਾਰਟੀਆਂ ਸਯੁਕਤ ਕਾਨਫਰੰਸ ਹੋਵੇਗੀ।: [783, 179, 946, 244]
article-body: [430, 884, 592, 1104]
headline: ਗੱਡੀ ਤੇ ਫਾਇਰਿੰਗ ਦੀ ਸਿੱਖ ਆਗੂਆਂ ਵਲੋਂ ਨਿੰਦਿਆ: [441, 90, 581, 152]
paragraph: ਪਹਿਲਾਂ ਹੀ ਗ੍ਰਿਫਤਾਰ ਕਰ ਲਿਆ ਗਿਆ। ਉਹਨਾਂ ਕਿਹਾ ਕਿ ਭਾਜਪਾ ਨੂੰ ਨਰਸਤ ਦਾ ਬੀਜ ਬੋਜ ਰਹੀ ਹੈ, ਇਸ ਨਾਲ ਦੇਸ਼ ਵਿਚ ਤਬਾਹੀ ਫੈਲੇਗੀ।: [606, 152, 946, 349]
paragraph: ਪਟਵਾਰੀ ਤੇ ਇਕ ਹੋਰ ਹਲਾਕ:-ਸੰਗਰੂਰ ਸ਼ਹਿਰ ਦੇ ਓਵ੍ਹਾਮਾਨ ਚੌਕ ਨੇੜੇ ਪਿੰਡ ਦੇ ਇਕ ਪਟਵਾਰੀ ਸ਼ਿਵ ਰਾਜ ਨੂੰ ਕੁਝ ਬੰਦੂਕਧਾਰੀਆਂ ਨੇ ਗੋਲੀਆਂ ਮਾਰ ਕੇ ਹਲਾਕ ਕਰ ਦਿੱਤਾ ਹੈ। ਇਸੇ ਤਰ੍ਹਾਂ ਧਿਨੌਲਾ ਮੰਡੀ ਦੇ ਕਰਮ ਸਿੰਘ ਨਾਮ ਦੇ ਇਕ ਵਿਅਕਤੀ ਦੀ ਗੋਲੀਆਂ ਨਾਲ ਵਿੰਨੀ ਲਾਸ਼ ਮਿਲੀ ਹੈ।: [245, 130, 418, 207]
article-body: [430, 167, 592, 787]
paragraph: ਜ਼ੀਰੋ ਆਵਰ ਦੌਰਾਨ ਇਹ ਮਾਮਲਾ ਸੀ ਪੀ ਆਈ ਦੇ ਗੁਰੂ ਦਾਸ ਗੁਪਤਾ ਨੇ ਉਠਾਇਆ ਤੇ ਕਿਹਾ ਕਿ ਉਤਰ ਪ੍ਰਦੇਸ਼ ਸਰਕਾਰ ਧਰਮ ਅਸਥਾਨਾਂ ਦੀ 15 ਅਗਸਤ ਵਾਲੀ ਹਾਲਤ ਕਾਇਮ ਰਖਣ ਸਬੰਧੀ ਕੇਂਦਰ ਦੇ ਪ੍ਰਸਤਾਵਿਤ ਬਿੱਲ ਤੇ ਅਮਲ ਰੋਕਣ ਦਾ ਯਤਨ ਕਰ ਰਹੀ ਹੈ।: [606, 645, 770, 723]
continued-note: ਅਗੇ ਸਫਾ 1 ਤੋਂ: [661, 1015, 714, 1027]
paragraph: ਸ: ਜੇਜੀ ਨੇ ਕਿਹਾ ਹੈ ਕਿ ਅਜਿਹੇ ਇਕ ਵਿਵਾਦ ਪੂਰਵਕ ਮਸਲੇ ਨੂੰ ਭਾਰਤੀ ਫੌਜ ਦੇ ਹਵਾਲੇ ਕਰਕੇ ਭਾਰਤੀ ਸਰਕਾਰ ਆਪਣੀ ਵੱਡੀ ਗਲਤੀ ਫਿਰ ਦੁਹਰਾਈ ਹੈ ਜਿਵੇਂ ਕਿ ਭਾਰਤ ਸਰਕਾਰ ਨੇ ਪਹਿਲੀ ਵਾਰ 1984 ਵਿਚ ਦਰਬਾਰ ਸਾਹਿਬ ਤੇ ਫੌਜ ਕੋਲੋਂ ਹਮਲਾ ਕਰਵਾਇਆ ਸੀ।: [430, 924, 592, 1002]
paragraph: ਆਗੂਆਂ ਨੇ ਮਾਰੇ ਤੇ ਜ਼ਖਮੀ ਹੋਣ ਵਾਲੇ ਇਨਸਾਨਾਂ ਤੇ ਪਾਕਿਸਤਾਨ ਸਰਕਾਰ ਨਾਲ ਹਮਦਰਦੀ ਕਰਦਿਆਂ ਕਿਹਾ ਹੈ ਕਿ ਕੌਮਾਂਤਰੀ ਨਿਊਜ਼ ਏਜੰਸੀਆਂ ਬੀ.ਬੀ. ਸੀ ਤੇ ਹੋਰ ਅਦਾਰਿਆਂ ਨੂੰ ਵੀ ਭਾਰਤ ਦੇ ਪ੍ਰਚਾਰ ਦਾ ਸ਼ਿਕਾਰ ਹੋ ਕੇ ਸਿੱਖਾਂ ਨੂੰ ਬਦਨਾਮ ਕਰਨ ਦੀਆਂ ਖ਼ਬਰਾਂ ਜਿਨਾਂ ਕਿਸੇ ਸਬੂਤ ਦੇ ਨਹੀਂ ਦੇਣੀਆਂ ਚਾਹੀਦੀਆਂ ਹਨ।: [430, 380, 592, 471]
